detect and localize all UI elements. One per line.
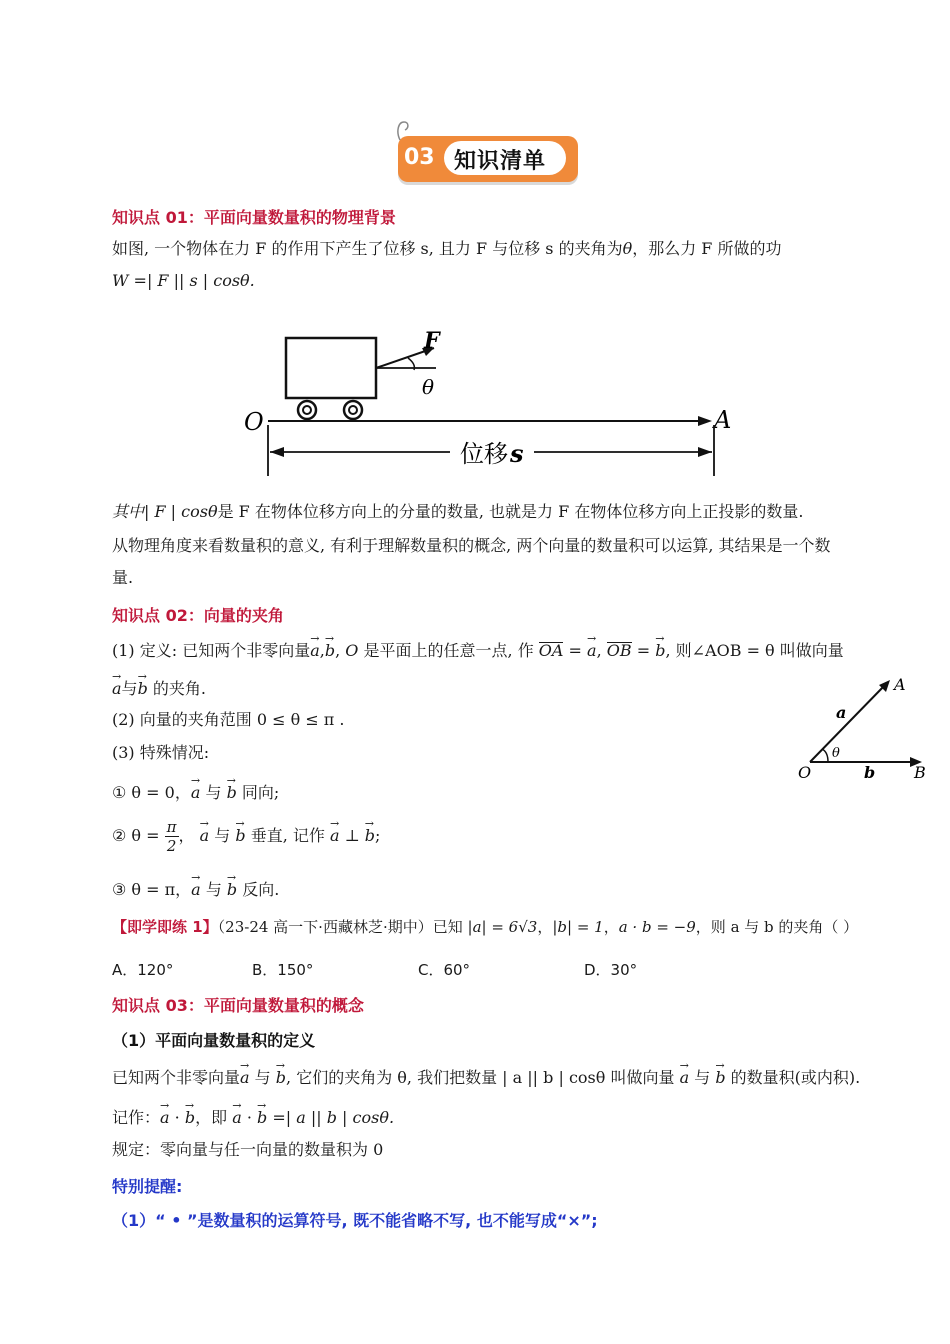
clip-icon: [394, 118, 414, 142]
svg-text:b: b: [864, 763, 876, 782]
displacement-symbol: s: [510, 439, 524, 468]
reminder-1: （1）“ • ”是数量积的运算符号, 既不能省略不写, 也不能写成“×”;: [112, 1211, 598, 1230]
svg-text:a: a: [836, 703, 847, 722]
angle-definition: (1) 定义: 已知两个非零向量→ a,→ b, O 是平面上的任意一点, 作 OA = → a, OB = → b, 则∠AOB = θ 叫做向量: [112, 637, 844, 661]
option-a[interactable]: A．120°: [112, 961, 174, 979]
kp3-title: 知识点 03：平面向量数量积的概念: [112, 996, 364, 1015]
work-formula: W =| F || s | cosθ.: [112, 271, 255, 290]
vector-a: [810, 684, 886, 762]
case-same-direction: ① θ = 0，→ a 与 → b 同向;: [112, 779, 279, 803]
special-cases-heading: (3) 特殊情况:: [112, 743, 210, 762]
kp1-paragraph-5: 量.: [112, 568, 134, 587]
kp1-paragraph-4: 从物理角度来看数量积的意义, 有利于理解数量积的概念, 两个向量的数量积可以运算, 其结果是一个数: [112, 536, 831, 555]
svg-text:O: O: [798, 763, 812, 782]
angle-diagram: [790, 668, 930, 786]
reminder-heading: 特别提醒:: [112, 1177, 183, 1196]
option-c[interactable]: C．60°: [418, 961, 471, 979]
cart-wheel-left: [298, 401, 316, 419]
svg-text:A: A: [894, 675, 906, 694]
displacement-label: 位移: [460, 440, 508, 468]
kp1-paragraph-1: 如图, 一个物体在力 F 的作用下产生了位移 s, 且力 F 与位移 s 的夹角为θ，那么力 F 所做的功: [112, 239, 782, 258]
svg-text:θ: θ: [832, 746, 840, 761]
cart-body: [286, 338, 376, 398]
angle-definition-cont: → a与→ b 的夹角.: [112, 675, 206, 699]
exercise-label: 【即学即练 1】: [112, 918, 218, 936]
kp1-title: 知识点 01：平面向量数量积的物理背景: [112, 208, 396, 227]
cart-force-diagram: [238, 318, 738, 480]
kp1-paragraph-3: 其中| F | cosθ是 F 在物体位移方向上的分量的数量, 也就是力 F 在物体位移方向上正投影的数量.: [112, 502, 804, 521]
section-title: 知识清单: [454, 149, 547, 174]
dot-product-definition: 已知两个非零向量→ a 与 → b, 它们的夹角为 θ, 我们把数量 | a || b | cosθ 叫做向量 → a 与 → b 的数量积(或内积).: [112, 1064, 860, 1088]
cart-wheel-right: [344, 401, 362, 419]
force-label: F: [424, 328, 440, 354]
section-badge: [398, 136, 578, 182]
option-b[interactable]: B．150°: [252, 961, 314, 979]
case-opposite: ③ θ = π，→ a 与 → b 反向.: [112, 876, 279, 900]
angle-range: (2) 向量的夹角范围 0 ≤ θ ≤ π .: [112, 710, 345, 729]
zero-vector-rule: 规定：零向量与任一向量的数量积为 0: [112, 1140, 384, 1159]
exercise-1: 【即学即练 1】（23-24 高一下·西藏林芝·期中）已知 |a| = 6√3，|b| = 1，a · b = −9，则 a 与 b 的夹角（ ）: [112, 918, 859, 936]
case-perpendicular: ② θ = $\frac{\pi}{2}$ ， → a 与 → b 垂直, 记作 → a ⊥ → b;: [112, 818, 380, 855]
option-d[interactable]: D．30°: [584, 961, 638, 979]
kp3-subtitle: （1）平面向量数量积的定义: [112, 1031, 316, 1050]
angle-label: θ: [422, 375, 435, 399]
kp2-title: 知识点 02：向量的夹角: [112, 606, 284, 625]
point-a-label: A: [714, 406, 732, 434]
svg-text:B: B: [914, 763, 926, 782]
origin-label: O: [244, 408, 264, 436]
dot-product-notation: 记作：→ a · → b，即 → a · → b =| a || b | cosθ.: [112, 1104, 394, 1128]
section-number: 03: [404, 145, 435, 170]
